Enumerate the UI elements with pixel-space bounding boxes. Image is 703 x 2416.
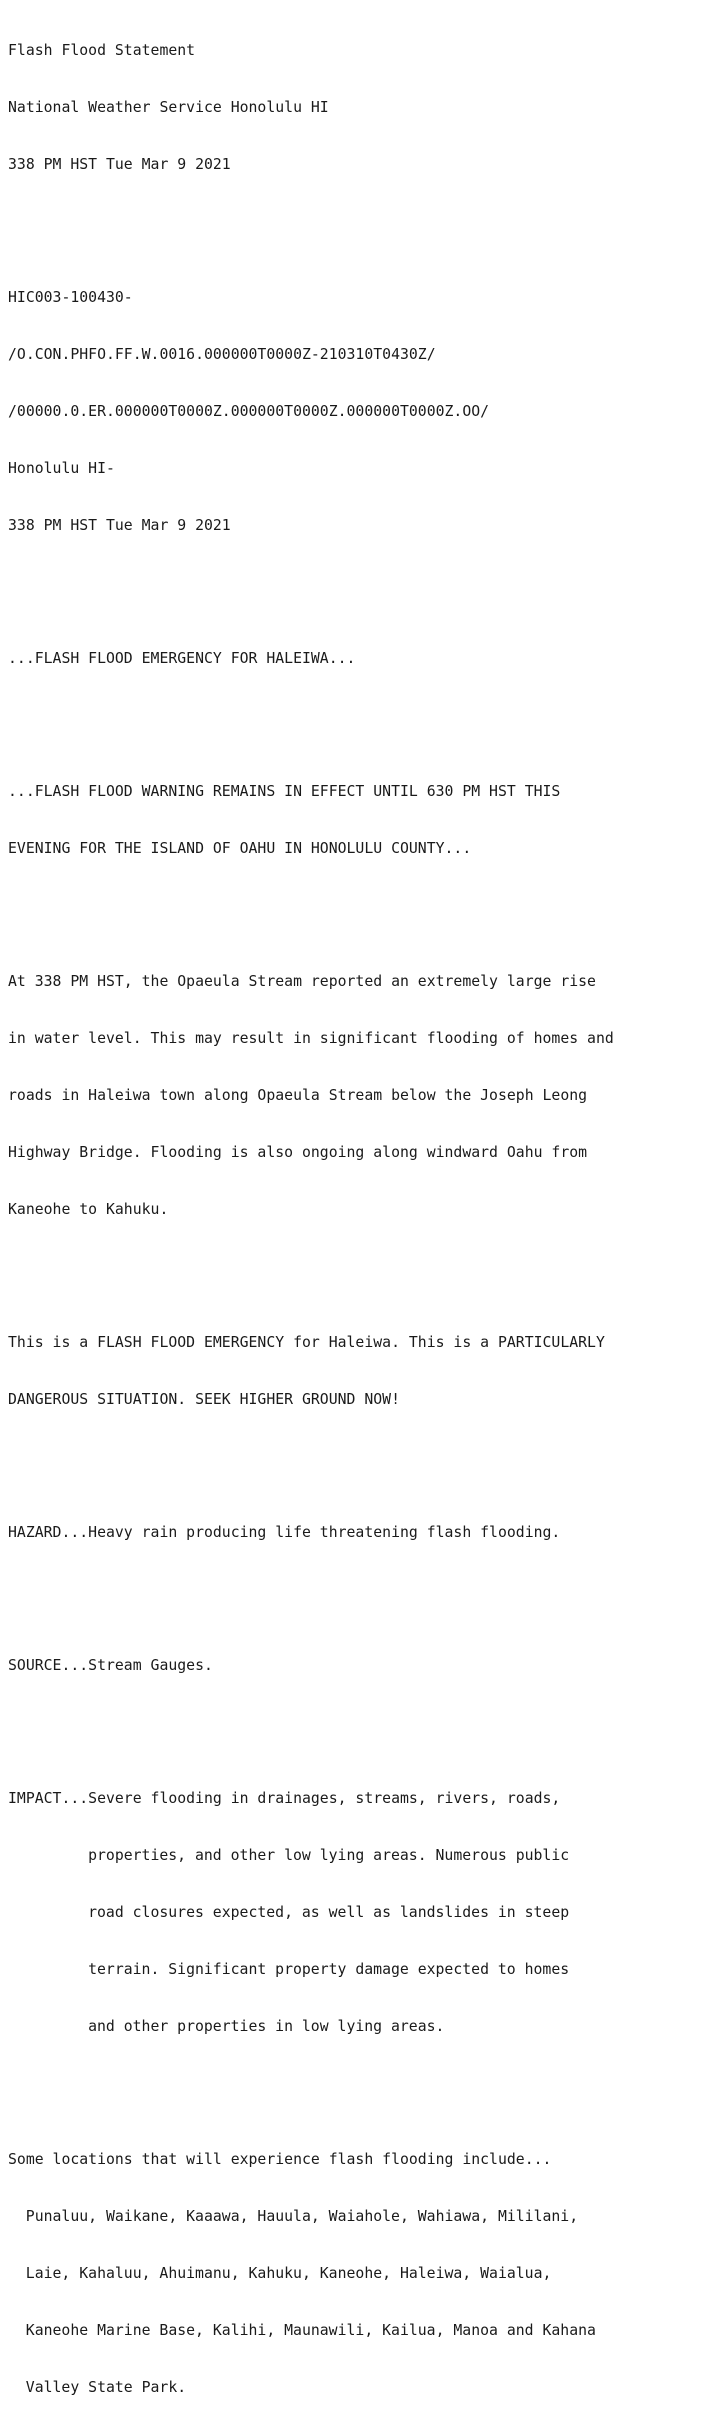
product-title: Flash Flood Statement (8, 42, 196, 59)
blank-line (8, 212, 698, 231)
vtec-code: /O.CON.PHFO.FF.W.0016.000000T0000Z-210310T0430Z/ (8, 346, 436, 363)
report-paragraph-line: in water level. This may result in significant flooding of homes and (8, 1030, 614, 1047)
report-paragraph-line: Kaneohe to Kahuku. (8, 1201, 169, 1218)
impact-line: and other properties in low lying areas. (88, 2018, 445, 2035)
locations-intro: Some locations that will experience flash flooding include... (8, 2151, 552, 2168)
area-name: Honolulu HI- (8, 460, 115, 477)
blank-line (8, 2074, 698, 2093)
blank-line (8, 706, 698, 725)
ugc-code: HIC003-100430- (8, 289, 133, 306)
impact-line: properties, and other low lying areas. Numerous public (88, 1847, 570, 1864)
locations-line: Laie, Kahaluu, Ahuimanu, Kahuku, Kaneohe, Haleiwa, Waialua, (25, 2265, 552, 2282)
locations-line: Punaluu, Waikane, Kaaawa, Hauula, Waiahole, Wahiawa, Mililani, (25, 2208, 579, 2225)
source-line: SOURCE...Stream Gauges. (8, 1657, 213, 1674)
emergency-paragraph-line: DANGEROUS SITUATION. SEEK HIGHER GROUND NOW! (8, 1391, 400, 1408)
blank-line (8, 1447, 698, 1466)
blank-line (8, 1580, 698, 1599)
report-paragraph-line: Highway Bridge. Flooding is also ongoing along windward Oahu from (8, 1144, 588, 1161)
warning-headline-line: ...FLASH FLOOD WARNING REMAINS IN EFFECT UNTIL 630 PM HST THIS (8, 783, 561, 800)
emergency-headline: ...FLASH FLOOD EMERGENCY FOR HALEIWA... (8, 650, 356, 667)
hazard-line: HAZARD...Heavy rain producing life threatening flash flooding. (8, 1524, 561, 1541)
blank-line (8, 896, 698, 915)
locations-line: Valley State Park. (25, 2379, 187, 2396)
issuing-office: National Weather Service Honolulu HI (8, 99, 329, 116)
report-paragraph-line: roads in Haleiwa town along Opaeula Stream below the Joseph Leong (8, 1087, 588, 1104)
report-paragraph-line: At 338 PM HST, the Opaeula Stream reported an extremely large rise (8, 973, 596, 990)
segment-issue-time: 338 PM HST Tue Mar 9 2021 (8, 517, 231, 534)
impact-line: IMPACT...Severe flooding in drainages, streams, rivers, roads, (8, 1790, 561, 1807)
emergency-paragraph-line: This is a FLASH FLOOD EMERGENCY for Haleiwa. This is a PARTICULARLY (8, 1334, 605, 1351)
issue-time: 338 PM HST Tue Mar 9 2021 (8, 156, 231, 173)
flash-flood-statement-text (8, 3, 698, 2416)
locations-line: Kaneohe Marine Base, Kalihi, Maunawili, Kailua, Manoa and Kahana (25, 2322, 596, 2339)
hvtec-code: /00000.0.ER.000000T0000Z.000000T0000Z.000000T0000Z.OO/ (8, 403, 490, 420)
impact-line: road closures expected, as well as landslides in steep (88, 1904, 570, 1921)
impact-line: terrain. Significant property damage expected to homes (88, 1961, 570, 1978)
blank-line (8, 1713, 698, 1732)
blank-line (8, 1257, 698, 1276)
blank-line (8, 573, 698, 592)
warning-headline-line: EVENING FOR THE ISLAND OF OAHU IN HONOLULU COUNTY... (8, 840, 472, 857)
